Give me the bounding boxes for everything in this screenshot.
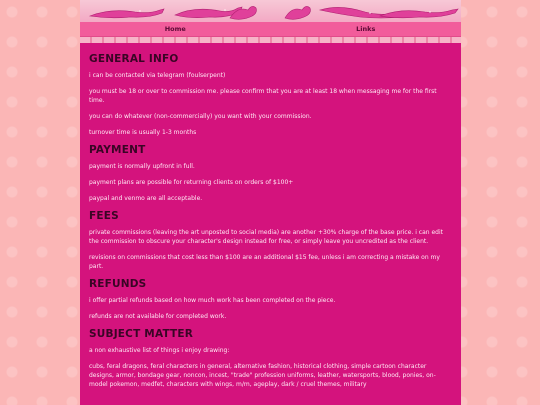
- subject-matter-paragraph: a non exhaustive list of things i enjoy drawing:: [89, 347, 230, 354]
- payment-paragraph: paypal and venmo are all acceptable.: [89, 195, 203, 202]
- nav-home-link[interactable]: Home: [164, 25, 186, 33]
- payment-paragraph: payment is normally upfront in full.: [89, 163, 195, 170]
- general-info-paragraph: you can do whatever (non-commercially) you want with your commission.: [89, 113, 312, 120]
- main-content: [80, 43, 461, 405]
- subject-matter-paragraph: cubs, feral dragons, feral characters in general, alternative fashion, historical clothing, simple cartoon character designs, armor, bondage gear, noncon, incest, "trade" profession uniforms, leather, watersports, blood, ponies, on-model pokemon, medfet, characters with wings, m/m, ageplay, dark / cruel themes, military: [89, 363, 436, 388]
- section-heading-refunds: REFUNDS: [89, 278, 147, 290]
- refunds-paragraph: refunds are not available for completed work.: [89, 313, 227, 320]
- nav-links-link[interactable]: Links: [356, 25, 376, 33]
- section-heading-payment: PAYMENT: [89, 144, 146, 156]
- general-info-paragraph: i can be contacted via telegram (foulserpent): [89, 72, 226, 79]
- section-heading-fees: FEES: [89, 210, 119, 222]
- fees-paragraph: private commissions (leaving the art unposted to social media) are another +30% charge of the base price. i can edit the commission to obscure your character's design instead for free, or simply leave you uncredited as the client.: [89, 229, 443, 245]
- lizard-banner-art: [80, 0, 461, 22]
- header-banner: [80, 0, 461, 22]
- top-nav: [80, 22, 461, 37]
- page-container: [80, 0, 461, 405]
- section-heading-general-info: GENERAL INFO: [89, 53, 179, 65]
- lizard-4: [285, 6, 310, 19]
- general-info-paragraph: you must be 18 or over to commission me. please confirm that you are at least 18 when messaging me for the first time.: [89, 88, 437, 104]
- payment-paragraph: payment plans are possible for returning clients on orders of $100+: [89, 179, 294, 186]
- lizard-3: [230, 6, 256, 19]
- refunds-paragraph: i offer partial refunds based on how much work has been completed on the piece.: [89, 297, 336, 304]
- section-heading-subject-matter: SUBJECT MATTER: [89, 328, 194, 340]
- lizard-6: [380, 9, 458, 18]
- general-info-paragraph: turnover time is usually 1-3 months: [89, 129, 197, 136]
- fees-paragraph: revisions on commissions that cost less than $100 are an additional $15 fee, unless i am correcting a mistake on my part.: [89, 254, 440, 270]
- lizard-1: [90, 9, 164, 18]
